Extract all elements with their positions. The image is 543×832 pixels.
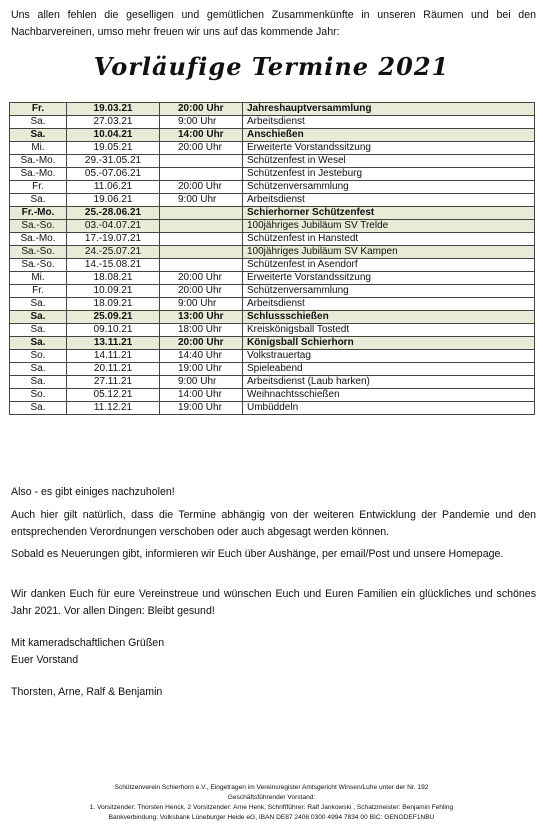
- footer-board-heading: Geschäftsführender Vorstand:: [227, 794, 316, 801]
- schedule-body: [10, 103, 535, 415]
- schedule-row: [10, 194, 535, 207]
- schedule-event: Spieleabend: [243, 363, 535, 376]
- schedule-event: Weihnachtsschießen: [243, 389, 535, 402]
- schedule-date: 24.-25.07.21: [67, 246, 160, 259]
- schedule-time: 20:00 Uhr: [160, 272, 243, 285]
- schedule-row: [10, 259, 535, 272]
- greeting-sender: Euer Vorstand: [11, 654, 79, 666]
- schedule-row: [10, 272, 535, 285]
- paragraph-catch-up: Also - es gibt einiges nachzuholen!: [11, 486, 175, 498]
- schedule-event: Anschießen: [243, 129, 535, 142]
- schedule-date: 29.-31.05.21: [67, 155, 160, 168]
- schedule-time: [160, 155, 243, 168]
- schedule-day: Sa.: [10, 129, 67, 142]
- paragraph-updates: Sobald es Neuerungen gibt, informieren wir Euch über Aushänge, per email/Post und unsere Homepage.: [11, 548, 504, 560]
- schedule-date: 14.11.21: [67, 350, 160, 363]
- schedule-time: [160, 233, 243, 246]
- schedule-time: [160, 259, 243, 272]
- schedule-event: Königsball Schierhorn: [243, 337, 535, 350]
- schedule-event: Schützenfest in Wesel: [243, 155, 535, 168]
- schedule-time: 14:00 Uhr: [160, 129, 243, 142]
- schedule-event: Umbüddeln: [243, 402, 535, 415]
- schedule-date: 11.12.21: [67, 402, 160, 415]
- schedule-event: Schützenversammlung: [243, 285, 535, 298]
- schedule-event: Arbeitsdienst: [243, 116, 535, 129]
- signature-names: Thorsten, Arne, Ralf & Benjamin: [11, 686, 163, 698]
- schedule-date: 25.-28.06.21: [67, 207, 160, 220]
- schedule-event: Schützenfest in Hanstedt: [243, 233, 535, 246]
- schedule-day: Sa.: [10, 337, 67, 350]
- schedule-event: 100jähriges Jubiläum SV Trelde: [243, 220, 535, 233]
- schedule-date: 11.06.21: [67, 181, 160, 194]
- schedule-day: Sa.-Mo.: [10, 233, 67, 246]
- schedule-day: Sa.: [10, 363, 67, 376]
- schedule-day: Sa.-Mo.: [10, 168, 67, 181]
- schedule-time: 20:00 Uhr: [160, 337, 243, 350]
- schedule-date: 25.09.21: [67, 311, 160, 324]
- schedule-day: Sa.-So.: [10, 220, 67, 233]
- schedule-date: 14.-15.08.21: [67, 259, 160, 272]
- schedule-time: 20:00 Uhr: [160, 285, 243, 298]
- schedule-day: Fr.: [10, 103, 67, 116]
- schedule-day: Sa.: [10, 298, 67, 311]
- schedule-day: Sa.-Mo.: [10, 155, 67, 168]
- schedule-row: [10, 129, 535, 142]
- schedule-time: 13:00 Uhr: [160, 311, 243, 324]
- schedule-event: 100jähriges Jubiläum SV Kampen: [243, 246, 535, 259]
- schedule-time: [160, 220, 243, 233]
- schedule-time: 19:00 Uhr: [160, 363, 243, 376]
- schedule-table: [9, 102, 535, 415]
- schedule-time: 20:00 Uhr: [160, 142, 243, 155]
- schedule-time: [160, 207, 243, 220]
- schedule-day: So.: [10, 389, 67, 402]
- schedule-row: [10, 324, 535, 337]
- schedule-event: Arbeitsdienst: [243, 194, 535, 207]
- schedule-event: Erweiterte Vorstandssitzung: [243, 272, 535, 285]
- schedule-event: Schützenfest in Jesteburg: [243, 168, 535, 181]
- schedule-event: Arbeitsdienst: [243, 298, 535, 311]
- schedule-date: 18.08.21: [67, 272, 160, 285]
- schedule-time: 20:00 Uhr: [160, 103, 243, 116]
- schedule-date: 19.03.21: [67, 103, 160, 116]
- schedule-row: [10, 103, 535, 116]
- schedule-date: 05.-07.06.21: [67, 168, 160, 181]
- schedule-time: 9:00 Uhr: [160, 116, 243, 129]
- schedule-row: [10, 155, 535, 168]
- footer-bank-details: Bankverbindung: Volksbank Lüneburger Heide eG, IBAN DE87 2406 0300 4994 7834 00 BIC: GENODEF1NBU: [108, 814, 435, 821]
- schedule-row: [10, 181, 535, 194]
- schedule-row: [10, 233, 535, 246]
- schedule-day: Fr.: [10, 181, 67, 194]
- schedule-row: [10, 298, 535, 311]
- schedule-date: 27.03.21: [67, 116, 160, 129]
- schedule-row: [10, 220, 535, 233]
- schedule-date: 09.10.21: [67, 324, 160, 337]
- schedule-row: [10, 311, 535, 324]
- schedule-event: Schützenversammlung: [243, 181, 535, 194]
- schedule-time: 14:40 Uhr: [160, 350, 243, 363]
- paragraph-thanks: Wir danken Euch für eure Vereinstreue und wünschen Euch und Euren Familien ein glückliches und schönes Jahr 2021. Vor allen Dingen: Bleibt gesund!: [11, 588, 536, 617]
- schedule-row: [10, 116, 535, 129]
- schedule-row: [10, 376, 535, 389]
- schedule-date: 27.11.21: [67, 376, 160, 389]
- schedule-date: 13.11.21: [67, 337, 160, 350]
- schedule-event: Erweiterte Vorstandssitzung: [243, 142, 535, 155]
- footer: [0, 783, 543, 823]
- footer-board-members: 1. Vorsitzender: Thorsten Henck, 2 Vorsitzender: Arne Henk, Schriftführer: Ralf Jankowski , Schatzmeister: Benjamin Fehling: [89, 804, 454, 811]
- page-title: Vorläufige Termine 2021: [93, 52, 450, 81]
- schedule-row: [10, 389, 535, 402]
- schedule-day: So.: [10, 350, 67, 363]
- schedule-day: Sa.: [10, 324, 67, 337]
- schedule-date: 10.04.21: [67, 129, 160, 142]
- schedule-day: Sa.-So.: [10, 246, 67, 259]
- schedule-day: Sa.: [10, 376, 67, 389]
- schedule-day: Sa.: [10, 194, 67, 207]
- schedule-day: Sa.: [10, 311, 67, 324]
- schedule-time: 19:00 Uhr: [160, 402, 243, 415]
- schedule-event: Kreiskönigsball Tostedt: [243, 324, 535, 337]
- schedule-date: 19.05.21: [67, 142, 160, 155]
- schedule-event: Schierhorner Schützenfest: [243, 207, 535, 220]
- schedule-row: [10, 337, 535, 350]
- schedule-row: [10, 246, 535, 259]
- intro-text: Uns allen fehlen die geselligen und gemütlichen Zusammenkünfte in unseren Räumen und bei den Nachbarvereinen, umso mehr freuen wir uns auf das kommende Jahr:: [11, 9, 536, 38]
- schedule-time: 9:00 Uhr: [160, 194, 243, 207]
- schedule-row: [10, 142, 535, 155]
- schedule-day: Mi.: [10, 142, 67, 155]
- schedule-date: 18.09.21: [67, 298, 160, 311]
- schedule-date: 17.-19.07.21: [67, 233, 160, 246]
- schedule-row: [10, 402, 535, 415]
- schedule-event: Jahreshauptversammlung: [243, 103, 535, 116]
- schedule-row: [10, 207, 535, 220]
- schedule-time: [160, 246, 243, 259]
- schedule-day: Sa.-So.: [10, 259, 67, 272]
- schedule-row: [10, 168, 535, 181]
- schedule-day: Mi.: [10, 272, 67, 285]
- schedule-row: [10, 350, 535, 363]
- schedule-time: 9:00 Uhr: [160, 376, 243, 389]
- schedule-date: 03.-04.07.21: [67, 220, 160, 233]
- schedule-time: [160, 168, 243, 181]
- schedule-event: Schlussschießen: [243, 311, 535, 324]
- schedule-row: [10, 285, 535, 298]
- schedule-day: Sa.: [10, 402, 67, 415]
- schedule-event: Volkstrauertag: [243, 350, 535, 363]
- schedule-date: 10.09.21: [67, 285, 160, 298]
- schedule-day: Fr.-Mo.: [10, 207, 67, 220]
- schedule-event: Arbeitsdienst (Laub harken): [243, 376, 535, 389]
- schedule-day: Sa.: [10, 116, 67, 129]
- schedule-time: 9:00 Uhr: [160, 298, 243, 311]
- greeting-line: Mit kameradschaftlichen Grüßen: [11, 637, 165, 649]
- schedule-date: 20.11.21: [67, 363, 160, 376]
- footer-registry: Schützenverein Schierhorn e.V., Eingetragen im Vereinsregister Amtsgericht Winsen/Luhe unter der Nr. 192: [114, 784, 429, 791]
- schedule-time: 18:00 Uhr: [160, 324, 243, 337]
- schedule-time: 20:00 Uhr: [160, 181, 243, 194]
- schedule-date: 05.12.21: [67, 389, 160, 402]
- schedule-time: 14:00 Uhr: [160, 389, 243, 402]
- schedule-row: [10, 363, 535, 376]
- paragraph-pandemic-note: Auch hier gilt natürlich, dass die Termine abhängig von der weiteren Entwicklung der Pandemie und den entsprechenden Verordnungen verschoben oder auch abgesagt werden können.: [11, 509, 536, 538]
- schedule-event: Schützenfest in Asendorf: [243, 259, 535, 272]
- schedule-date: 19.06.21: [67, 194, 160, 207]
- schedule-day: Fr.: [10, 285, 67, 298]
